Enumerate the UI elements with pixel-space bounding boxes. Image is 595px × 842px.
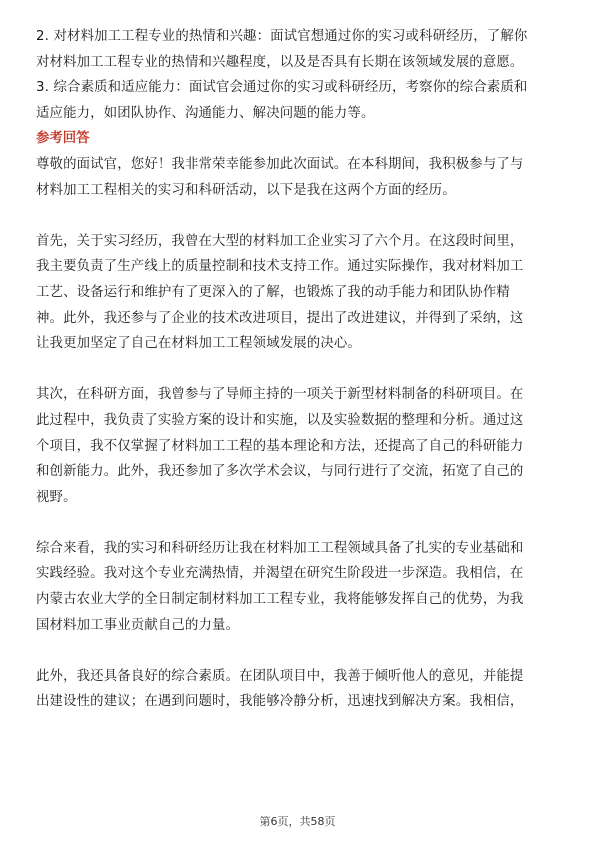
paragraph-internship <box>36 229 562 357</box>
paragraph-research <box>36 382 562 510</box>
page-footer: 第6页，共58页 <box>259 815 336 828</box>
text-line: 国材料加工事业贡献自己的力量。 <box>36 617 240 633</box>
text-line: 视野。 <box>36 489 77 505</box>
text-line: 综合来看，我的实习和科研经历让我在材料加工工程领域具备了扎实的专业基础和 <box>36 540 524 556</box>
text-line: 其次，在科研方面，我曾参与了导师主持的一项关于新型材料制备的科研项目。在 <box>36 387 524 403</box>
paragraph-qualities <box>36 664 562 715</box>
criteria-item-3 <box>36 75 562 126</box>
document-page <box>36 24 562 715</box>
text-line: 让我更加坚定了自己在材料加工工程领域发展的决心。 <box>36 336 361 352</box>
text-line: 内蒙古农业大学的全日制定制材料加工工程专业，我将能够发挥自己的优势，为我 <box>36 592 524 608</box>
text-line: 和创新能力。此外，我还参加了多次学术会议，与同行进行了交流，拓宽了自己的 <box>36 464 524 480</box>
text-line: 我主要负责了生产线上的质量控制和技术支持工作。通过实际操作，我对材料加工 <box>36 259 524 275</box>
text-line: 适应能力，如团队协作、沟通能力、解决问题的能力等。 <box>36 105 375 121</box>
text-line: 此外，我还具备良好的综合素质。在团队项目中，我善于倾听他人的意见，并能提 <box>36 668 524 684</box>
criteria-item-2 <box>36 24 562 75</box>
text-line: 神。此外，我还参与了企业的技术改进项目，提出了改进建议，并得到了采纳，这 <box>36 310 524 326</box>
paragraph-gap <box>36 203 562 229</box>
text-line: 尊敬的面试官，您好！我非常荣幸能参加此次面试。在本科期间，我积极参与了与 <box>36 156 524 172</box>
paragraph-gap <box>36 357 562 383</box>
paragraph-intro <box>36 152 562 203</box>
paragraph-gap <box>36 638 562 664</box>
text-line: 出建设性的建议；在遇到问题时，我能够冷静分析，迅速找到解决方案。我相信， <box>36 694 524 710</box>
text-line: 实践经验。我对这个专业充满热情，并渴望在研究生阶段进一步深造。我相信，在 <box>36 566 524 582</box>
paragraph-gap <box>36 510 562 536</box>
text-line: 材料加工工程相关的实习和科研活动，以下是我在这两个方面的经历。 <box>36 182 456 198</box>
text-line: 2. 对材料加工工程专业的热情和兴趣：面试官想通过你的实习或科研经历，了解你 <box>36 29 528 44</box>
paragraph-summary <box>36 536 562 638</box>
text-line: 3. 综合素质和适应能力：面试官会通过你的实习或科研经历，考察你的综合素质和 <box>36 80 528 96</box>
text-line: 首先，关于实习经历，我曾在大型的材料加工企业实习了六个月。在这段时间里， <box>36 233 524 249</box>
text-line: 此过程中，我负责了实验方案的设计和实施，以及实验数据的整理和分析。通过这 <box>36 412 524 428</box>
text-line: 对材料加工工程专业的热情和兴趣程度，以及是否具有长期在该领域发展的意愿。 <box>36 54 524 70</box>
text-line: 个项目，我不仅掌握了材料加工工程的基本理论和方法，还提高了自己的科研能力 <box>36 438 524 454</box>
answer-heading: 参考回答 <box>36 131 90 147</box>
text-line: 工艺、设备运行和维护有了更深入的了解，也锻炼了我的动手能力和团队协作精 <box>36 284 510 300</box>
